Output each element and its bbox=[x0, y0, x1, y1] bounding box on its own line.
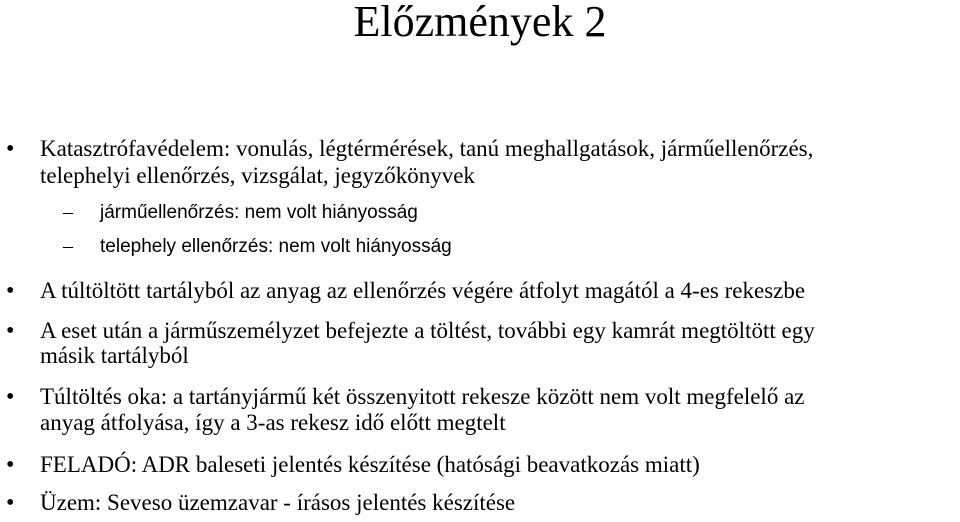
bullet-3-line-1: A eset után a járműszemélyzet befejezte a töltést, további egy kamrát megtöltött egy bbox=[40, 318, 815, 343]
bullet-icon: • bbox=[6, 278, 15, 304]
bullet-4-line-2: anyag átfolyása, így a 3-as rekesz idő előtt megtelt bbox=[40, 410, 506, 435]
dash-icon: – bbox=[63, 235, 73, 257]
bullet-1-line-1: Katasztrófavédelem: vonulás, légtérmérések, tanú meghallgatások, járműellenőrzés, bbox=[40, 136, 814, 161]
bullet-3-line-2: másik tartályból bbox=[40, 343, 189, 368]
subitem-vehicle-check: járműellenőrzés: nem volt hiányosság bbox=[100, 202, 418, 223]
bullet-6-line-1: Üzem: Seveso üzemzavar - írásos jelentés készítése bbox=[40, 490, 516, 515]
bullet-5-line-1: FELADÓ: ADR baleseti jelentés készítése (hatósági beavatkozás miatt) bbox=[40, 452, 700, 477]
bullet-icon: • bbox=[6, 490, 15, 516]
bullet-icon: • bbox=[6, 384, 15, 410]
bullet-1-line-2: telephelyi ellenőrzés, vizsgálat, jegyzőkönyvek bbox=[40, 163, 475, 188]
dash-icon: – bbox=[63, 201, 73, 223]
bullet-icon: • bbox=[6, 136, 15, 162]
bullet-icon: • bbox=[6, 318, 15, 344]
bullet-2-line-1: A túltöltött tartályból az anyag az ellenőrzés végére átfolyt magától a 4-es rekeszbe bbox=[40, 278, 806, 303]
bullet-4-line-1: Túltöltés oka: a tartányjármű két összenyitott rekesze között nem volt megfelelő az bbox=[40, 384, 805, 409]
bullet-icon: • bbox=[6, 452, 15, 478]
slide-title: Előzmények 2 bbox=[353, 0, 607, 46]
subitem-site-check: telephely ellenőrzés: nem volt hiányosság bbox=[100, 236, 452, 257]
